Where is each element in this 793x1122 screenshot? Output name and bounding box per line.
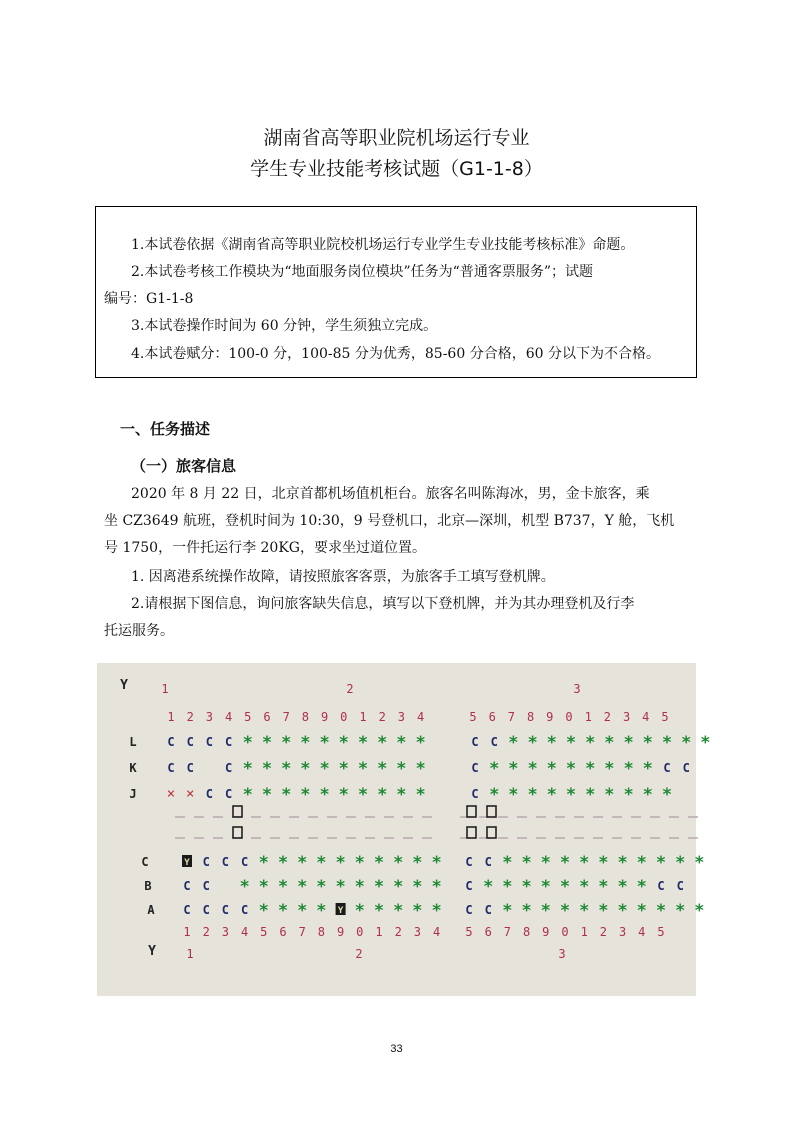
seat-available: * bbox=[502, 853, 513, 873]
seat-available: * bbox=[636, 853, 647, 873]
seat-available: * bbox=[623, 785, 634, 805]
seat-occupied: C bbox=[657, 879, 665, 893]
seat-available: * bbox=[502, 877, 513, 897]
seat-available: * bbox=[377, 759, 388, 779]
row-decade-bottom: 1 bbox=[186, 947, 194, 961]
seat-available: * bbox=[642, 785, 653, 805]
cabin-label-bottom: Y bbox=[148, 944, 156, 959]
seat-available: * bbox=[642, 759, 653, 779]
passenger-para-1: 2020 年 8 月 22 日，北京首都机场值机柜台。旅客名叫陈海冰，男，金卡旅客，乘 bbox=[131, 486, 650, 502]
row-number-top: 3 bbox=[205, 710, 214, 724]
seat-blocked: × bbox=[166, 786, 176, 802]
seat-available: * bbox=[540, 877, 551, 897]
row-number-bottom: 2 bbox=[394, 925, 402, 939]
subsection-heading: （一）旅客信息 bbox=[131, 457, 237, 475]
seat-available: * bbox=[431, 901, 442, 921]
seat-available: * bbox=[598, 853, 609, 873]
seat-row-letter: C bbox=[141, 855, 149, 869]
seat-available: * bbox=[661, 785, 673, 805]
seat-available: * bbox=[354, 877, 365, 897]
row-number-bottom: 3 bbox=[221, 925, 230, 939]
seat-reserved-label: Y bbox=[184, 858, 190, 868]
seat-available: * bbox=[565, 785, 577, 805]
seat-available: * bbox=[373, 853, 385, 873]
seat-available: * bbox=[297, 877, 308, 897]
seat-available: * bbox=[502, 901, 513, 921]
seat-available: * bbox=[661, 733, 673, 753]
seat-available: * bbox=[617, 901, 628, 921]
seat-available: * bbox=[636, 901, 647, 921]
section-heading: 一、任务描述 bbox=[120, 420, 211, 438]
seat-occupied: C bbox=[224, 761, 233, 775]
row-number-bottom: 7 bbox=[298, 925, 306, 939]
exit-marker bbox=[233, 806, 242, 817]
row-number-top: 6 bbox=[488, 710, 496, 724]
row-number-bottom: 7 bbox=[503, 925, 512, 939]
row-number-top: 3 bbox=[622, 710, 631, 724]
seat-available: * bbox=[377, 733, 388, 753]
seat-available: * bbox=[565, 759, 577, 779]
row-number-bottom: 4 bbox=[638, 925, 646, 939]
seat-row-letter: L bbox=[129, 735, 137, 749]
row-number-bottom: 8 bbox=[522, 925, 531, 939]
seat-available: * bbox=[655, 853, 667, 873]
row-number-top: 4 bbox=[416, 710, 425, 724]
seat-available: * bbox=[655, 901, 667, 921]
row-decade-top: 2 bbox=[346, 682, 354, 696]
seat-available: * bbox=[527, 733, 538, 753]
seat-available: * bbox=[579, 853, 590, 873]
seat-available: * bbox=[415, 785, 426, 805]
row-number-bottom: 3 bbox=[618, 925, 627, 939]
instruction-2-cont: 托运服务。 bbox=[104, 623, 174, 639]
seat-occupied: C bbox=[663, 761, 671, 775]
seat-occupied: C bbox=[471, 735, 479, 749]
seat-occupied: C bbox=[205, 735, 214, 749]
seat-available: * bbox=[617, 853, 628, 873]
row-number-top: 9 bbox=[320, 710, 329, 724]
notice-item-1: 1.本试卷依据《湖南省高等职业院校机场运行专业学生专业技能考核标准》命题。 bbox=[131, 237, 635, 253]
row-number-top: 7 bbox=[507, 710, 516, 724]
seat-available: * bbox=[297, 853, 308, 873]
seat-available: * bbox=[393, 853, 404, 873]
seat-available: * bbox=[681, 733, 692, 753]
title-line2: 学生专业技能考核试题（G1-1-8） bbox=[250, 158, 543, 180]
seat-available: * bbox=[242, 759, 253, 779]
row-number-top: 4 bbox=[224, 710, 233, 724]
seat-available: * bbox=[604, 759, 615, 779]
row-decade-top: 1 bbox=[161, 682, 169, 696]
seat-available: * bbox=[316, 901, 327, 921]
seat-occupied: C bbox=[465, 903, 473, 917]
seat-available: * bbox=[281, 785, 292, 805]
seat-available: * bbox=[300, 759, 311, 779]
seat-available: * bbox=[546, 785, 557, 805]
seat-occupied: C bbox=[484, 903, 492, 917]
seat-occupied: C bbox=[465, 879, 473, 893]
seat-available: * bbox=[297, 901, 308, 921]
page-number: 33 bbox=[390, 1043, 403, 1055]
seat-available: * bbox=[559, 877, 571, 897]
seat-available: * bbox=[396, 759, 407, 779]
seat-available: * bbox=[242, 733, 253, 753]
row-number-top: 5 bbox=[244, 710, 252, 724]
seat-available: * bbox=[258, 901, 269, 921]
passenger-para-1-cont2: 号 1750，一件托运行李 20KG，要求坐过道位置。 bbox=[104, 540, 426, 556]
seat-reserved-label: Y bbox=[337, 906, 344, 916]
seat-available: * bbox=[354, 901, 365, 921]
seat-available: * bbox=[316, 877, 327, 897]
row-number-top: 5 bbox=[469, 710, 477, 724]
seat-available: * bbox=[521, 877, 532, 897]
title-line1: 湖南省高等职业院机场运行专业 bbox=[263, 127, 530, 149]
seat-row-letter: B bbox=[144, 879, 152, 893]
seat-available: * bbox=[373, 877, 385, 897]
seat-available: * bbox=[281, 759, 292, 779]
seat-available: * bbox=[694, 853, 705, 873]
seat-available: * bbox=[642, 733, 653, 753]
seat-available: * bbox=[521, 901, 532, 921]
row-number-bottom: 4 bbox=[240, 925, 249, 939]
notice-item-4: 4.本试卷赋分：100-0 分，100-85 分为优秀，85-60 分合格，60 分以下为不合格。 bbox=[131, 346, 660, 362]
seat-available: * bbox=[675, 901, 686, 921]
seat-available: * bbox=[489, 785, 500, 805]
seat-available: * bbox=[300, 785, 311, 805]
seat-occupied: C bbox=[183, 879, 191, 893]
seat-available: * bbox=[527, 785, 538, 805]
seat-occupied: C bbox=[205, 787, 214, 801]
seat-occupied: C bbox=[240, 855, 249, 869]
seat-available: * bbox=[598, 901, 609, 921]
seat-occupied: C bbox=[167, 735, 175, 749]
seat-available: * bbox=[521, 853, 532, 873]
notice-item-2-cont: 编号：G1-1-8 bbox=[104, 291, 194, 307]
seat-available: * bbox=[431, 877, 442, 897]
seat-available: * bbox=[357, 785, 369, 805]
seat-available: * bbox=[338, 785, 349, 805]
seat-available: * bbox=[261, 733, 273, 753]
seat-map bbox=[97, 663, 711, 996]
seat-available: * bbox=[546, 759, 557, 779]
row-number-bottom: 5 bbox=[465, 925, 473, 939]
seat-available: * bbox=[431, 853, 442, 873]
seat-blocked: × bbox=[185, 786, 195, 802]
seat-available: * bbox=[508, 733, 519, 753]
seat-available: * bbox=[377, 785, 388, 805]
instruction-2: 2.请根据下图信息，询问旅客缺失信息，填写以下登机牌，并为其办理登机及行李 bbox=[131, 596, 635, 612]
seat-occupied: C bbox=[183, 903, 191, 917]
cabin-label-top: Y bbox=[120, 678, 128, 693]
seat-available: * bbox=[585, 733, 596, 753]
seat-occupied: C bbox=[224, 787, 233, 801]
row-number-top: 5 bbox=[661, 710, 669, 724]
seat-available: * bbox=[565, 733, 577, 753]
seat-available: * bbox=[239, 877, 250, 897]
seat-available: * bbox=[579, 901, 590, 921]
row-decade-bottom: 3 bbox=[558, 947, 566, 961]
seat-available: * bbox=[598, 877, 609, 897]
seat-available: * bbox=[636, 877, 647, 897]
seat-available: * bbox=[261, 785, 273, 805]
seat-available: * bbox=[396, 733, 407, 753]
seat-available: * bbox=[357, 733, 369, 753]
seat-available: * bbox=[415, 733, 426, 753]
seat-available: * bbox=[319, 733, 330, 753]
seat-available: * bbox=[415, 759, 426, 779]
seat-available: * bbox=[354, 853, 365, 873]
instruction-1: 1. 因离港系统操作故障，请按照旅客客票，为旅客手工填写登机牌。 bbox=[131, 569, 555, 585]
seat-available: * bbox=[277, 901, 289, 921]
seat-available: * bbox=[316, 853, 327, 873]
seat-available: * bbox=[546, 733, 557, 753]
seat-available: * bbox=[700, 733, 711, 753]
seat-available: * bbox=[585, 785, 596, 805]
seat-available: * bbox=[540, 853, 551, 873]
row-number-top: 1 bbox=[584, 710, 592, 724]
seat-available: * bbox=[393, 877, 404, 897]
row-number-top: 9 bbox=[546, 710, 554, 724]
row-number-bottom: 1 bbox=[183, 925, 191, 939]
seat-available: * bbox=[319, 759, 330, 779]
row-number-bottom: 1 bbox=[580, 925, 588, 939]
seat-available: * bbox=[617, 877, 628, 897]
seat-available: * bbox=[412, 877, 423, 897]
row-number-top: 2 bbox=[603, 710, 612, 724]
seat-available: * bbox=[559, 853, 571, 873]
seat-available: * bbox=[623, 733, 634, 753]
seat-available: * bbox=[261, 759, 273, 779]
seat-available: * bbox=[412, 853, 423, 873]
seat-occupied: C bbox=[471, 761, 479, 775]
seat-available: * bbox=[412, 901, 423, 921]
row-number-top: 2 bbox=[186, 710, 194, 724]
row-number-bottom: 9 bbox=[542, 925, 550, 939]
seat-available: * bbox=[540, 901, 551, 921]
exit-marker bbox=[467, 827, 476, 838]
row-number-top: 2 bbox=[378, 710, 386, 724]
exit-marker bbox=[487, 827, 496, 838]
row-number-top: 3 bbox=[397, 710, 406, 724]
seat-occupied: C bbox=[682, 761, 690, 775]
seat-occupied: C bbox=[484, 855, 492, 869]
row-number-bottom: 2 bbox=[202, 925, 210, 939]
seat-map-photo bbox=[97, 663, 711, 996]
seat-available: * bbox=[508, 759, 519, 779]
row-decade-top: 3 bbox=[573, 682, 581, 696]
seat-available: * bbox=[277, 853, 289, 873]
row-number-top: 8 bbox=[301, 710, 310, 724]
seat-occupied: C bbox=[202, 879, 210, 893]
exit-marker bbox=[487, 806, 496, 817]
seat-available: * bbox=[335, 877, 346, 897]
seat-available: * bbox=[319, 785, 330, 805]
exit-marker bbox=[467, 806, 476, 817]
seat-available: * bbox=[483, 877, 494, 897]
seat-occupied: C bbox=[224, 735, 233, 749]
seat-available: * bbox=[694, 901, 705, 921]
seat-available: * bbox=[300, 733, 311, 753]
row-number-bottom: 0 bbox=[561, 925, 569, 939]
seat-occupied: C bbox=[186, 761, 194, 775]
seat-available: * bbox=[277, 877, 289, 897]
seat-available: * bbox=[338, 733, 349, 753]
row-number-top: 1 bbox=[167, 710, 175, 724]
seat-available: * bbox=[585, 759, 596, 779]
seat-occupied: C bbox=[240, 903, 249, 917]
seat-available: * bbox=[675, 853, 686, 873]
seat-available: * bbox=[508, 785, 519, 805]
row-number-top: 4 bbox=[642, 710, 650, 724]
seat-available: * bbox=[335, 853, 346, 873]
seat-occupied: C bbox=[202, 855, 210, 869]
seat-available: * bbox=[373, 901, 385, 921]
seat-occupied: C bbox=[202, 903, 210, 917]
row-number-top: 8 bbox=[526, 710, 535, 724]
seat-available: * bbox=[604, 785, 615, 805]
seat-row-letter: K bbox=[129, 761, 137, 775]
notice-item-2: 2.本试卷考核工作模块为“地面服务岗位模块”任务为“普通客票服务”；试题 bbox=[131, 264, 593, 280]
passenger-para-1-cont: 坐 CZ3649 航班，登机时间为 10:30，9 号登机口，北京—深圳，机型 B737，Y 舱，飞机 bbox=[104, 513, 675, 529]
seat-available: * bbox=[258, 877, 269, 897]
seat-occupied: C bbox=[221, 903, 230, 917]
row-number-bottom: 4 bbox=[432, 925, 441, 939]
seat-occupied: C bbox=[186, 735, 194, 749]
seat-occupied: C bbox=[490, 735, 498, 749]
row-number-bottom: 1 bbox=[375, 925, 383, 939]
seat-available: * bbox=[623, 759, 634, 779]
row-number-bottom: 8 bbox=[317, 925, 326, 939]
seat-occupied: C bbox=[167, 761, 175, 775]
row-number-bottom: 0 bbox=[356, 925, 364, 939]
notice-item-3: 3.本试卷操作时间为 60 分钟，学生须独立完成。 bbox=[131, 318, 438, 334]
seat-available: * bbox=[242, 785, 253, 805]
row-number-top: 0 bbox=[340, 710, 348, 724]
row-decade-bottom: 2 bbox=[355, 947, 363, 961]
row-number-top: 0 bbox=[565, 710, 573, 724]
row-number-bottom: 9 bbox=[336, 925, 345, 939]
seat-available: * bbox=[338, 759, 349, 779]
seat-available: * bbox=[559, 901, 571, 921]
seat-occupied: C bbox=[465, 855, 473, 869]
seat-available: * bbox=[393, 901, 404, 921]
row-number-top: 7 bbox=[282, 710, 290, 724]
seat-available: * bbox=[396, 785, 407, 805]
seat-row-letter: J bbox=[129, 787, 137, 801]
seat-row-letter: A bbox=[147, 903, 155, 917]
seat-occupied: C bbox=[676, 879, 684, 893]
seat-occupied: C bbox=[221, 855, 230, 869]
row-number-bottom: 3 bbox=[413, 925, 422, 939]
seat-available: * bbox=[258, 853, 269, 873]
row-number-bottom: 5 bbox=[260, 925, 268, 939]
row-number-top: 6 bbox=[263, 710, 271, 724]
row-number-bottom: 5 bbox=[657, 925, 665, 939]
row-number-bottom: 6 bbox=[484, 925, 492, 939]
row-number-top: 1 bbox=[359, 710, 367, 724]
row-number-bottom: 2 bbox=[599, 925, 608, 939]
seat-occupied: C bbox=[471, 787, 479, 801]
seat-available: * bbox=[357, 759, 369, 779]
exit-marker bbox=[233, 827, 242, 838]
seat-available: * bbox=[281, 733, 292, 753]
seat-available: * bbox=[489, 759, 500, 779]
seat-available: * bbox=[579, 877, 590, 897]
seat-available: * bbox=[527, 759, 538, 779]
row-number-bottom: 6 bbox=[279, 925, 287, 939]
seat-available: * bbox=[604, 733, 615, 753]
